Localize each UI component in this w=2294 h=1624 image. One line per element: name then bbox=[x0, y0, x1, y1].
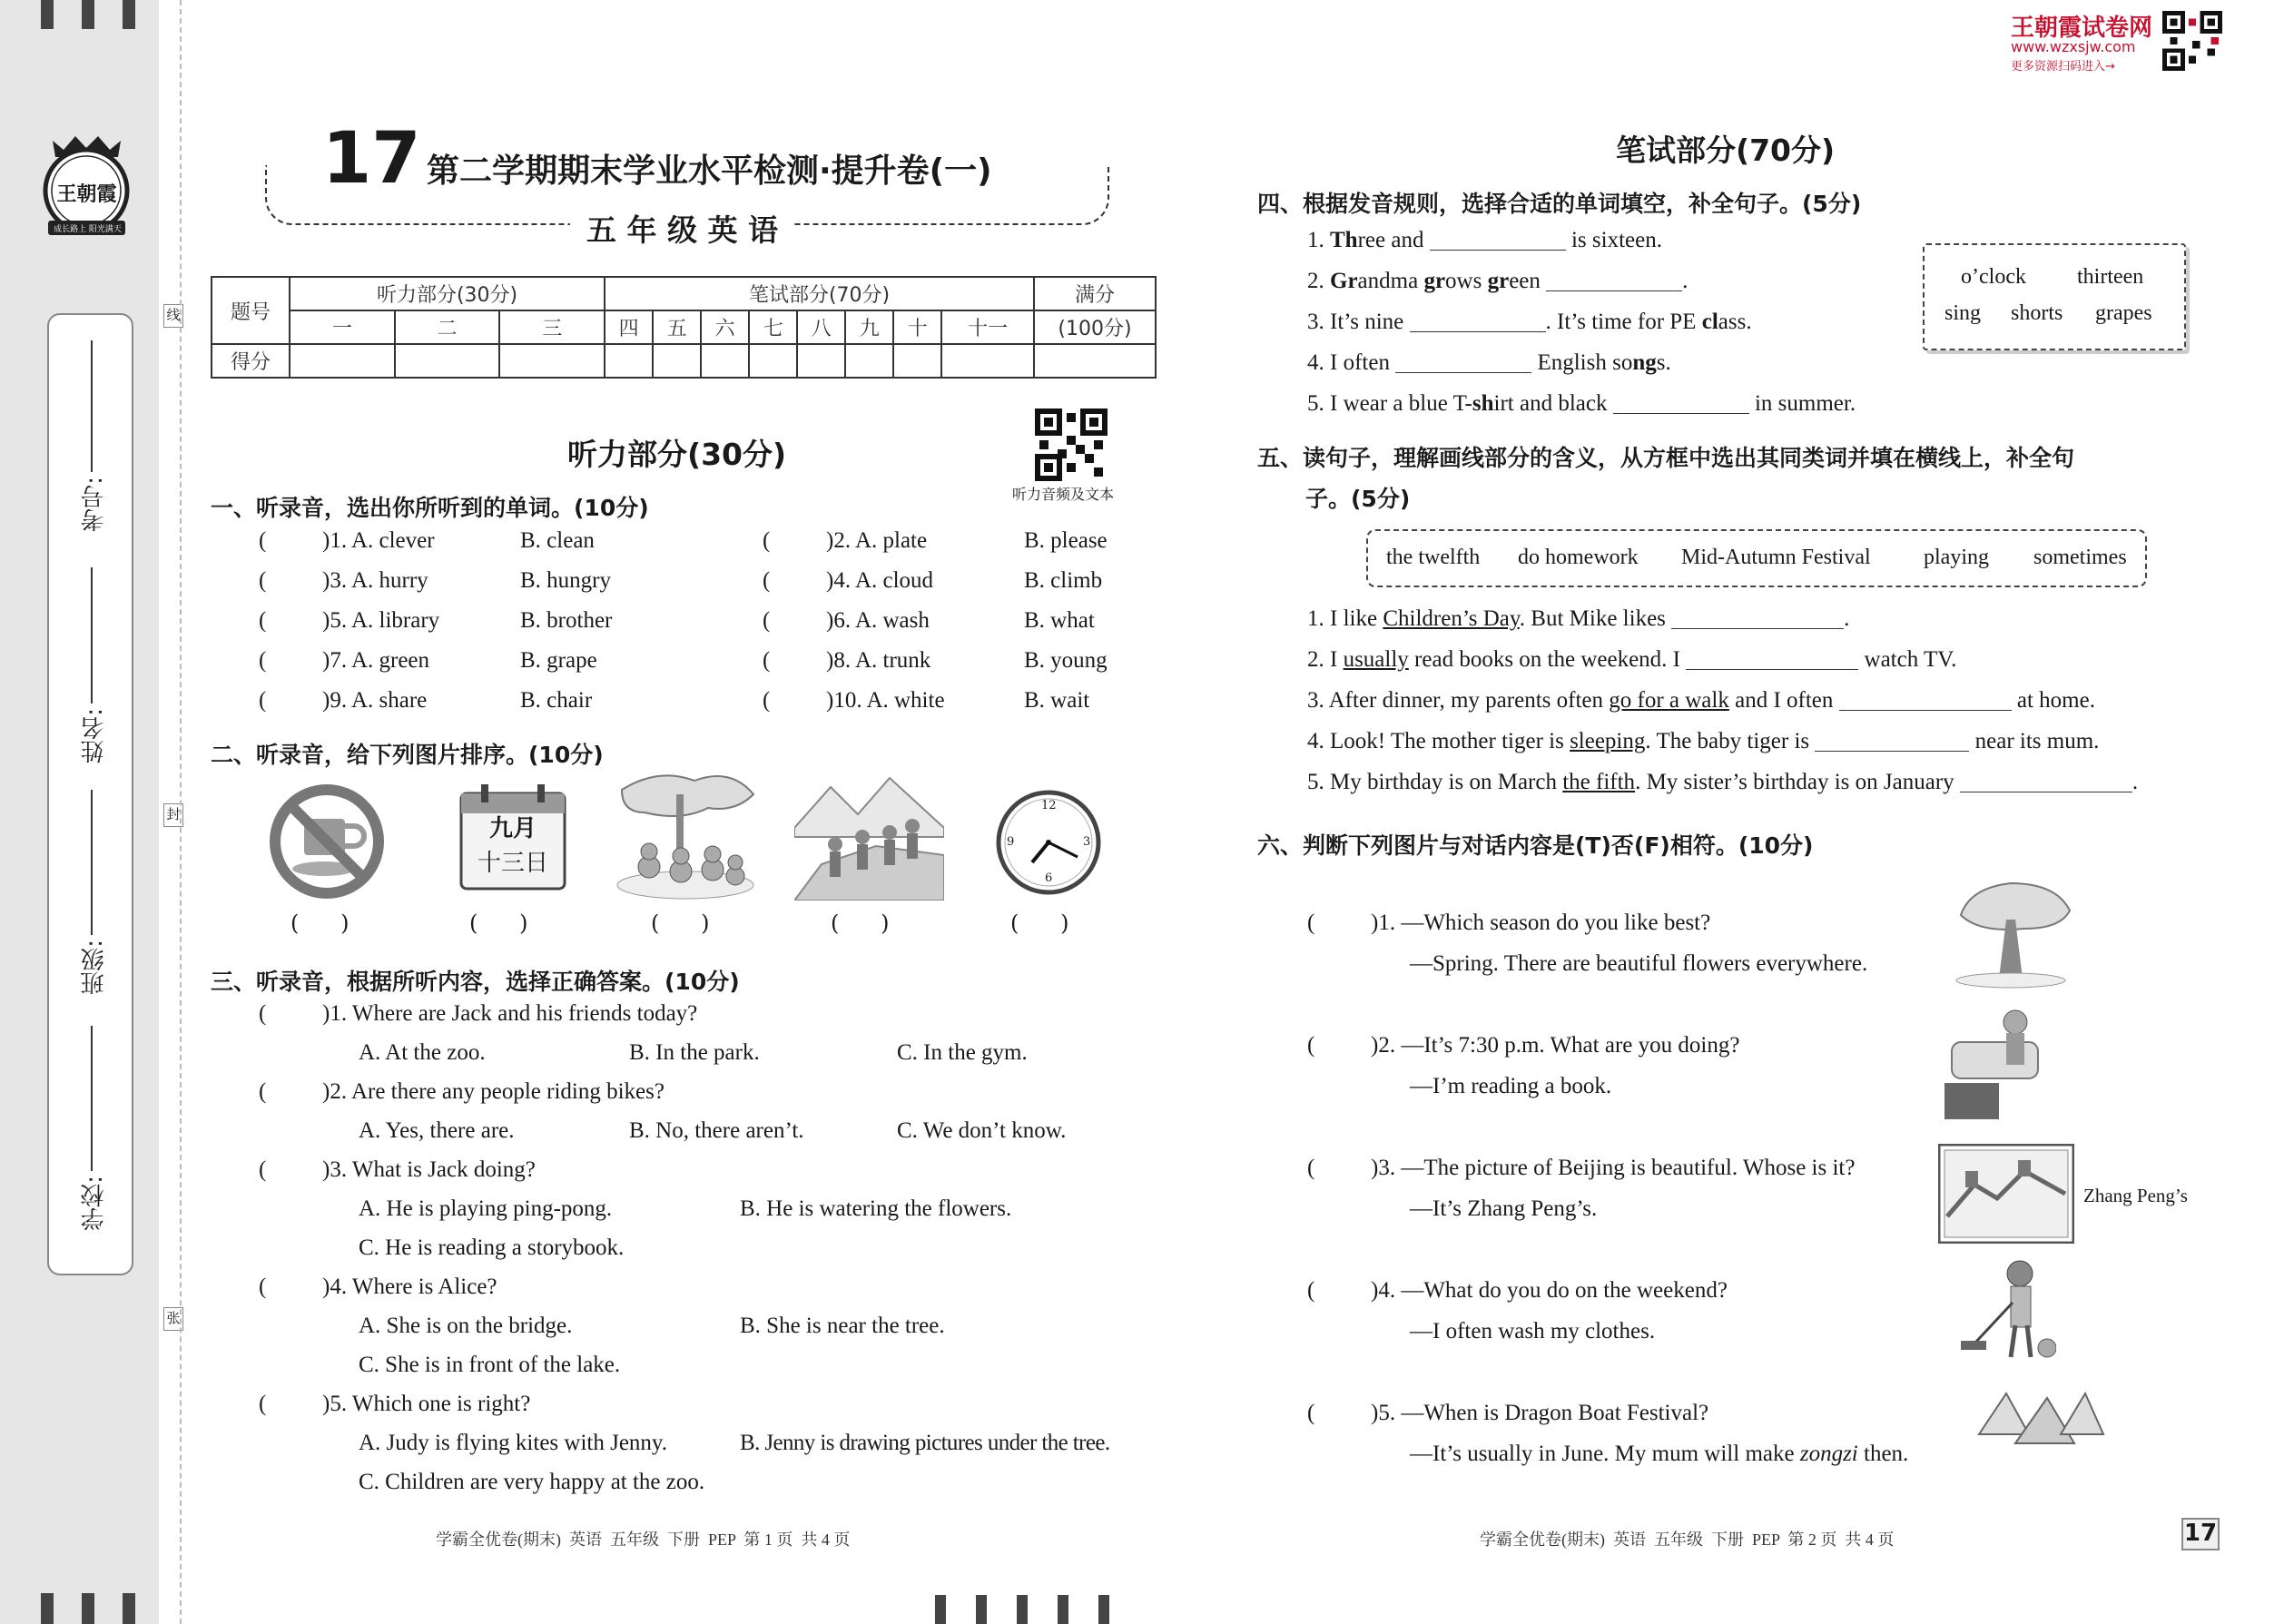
answer-paren[interactable]: ( bbox=[259, 568, 267, 593]
crop-mark bbox=[935, 1595, 946, 1624]
option-a: )4. A. cloud bbox=[826, 568, 934, 593]
word-option: the twelfth bbox=[1386, 546, 1481, 569]
option-a: )6. A. wash bbox=[826, 608, 930, 633]
section5-title: 五、读句子，理解画线部分的含义，从方框中选出其同类词并填在横线上，补全句 bbox=[1257, 445, 2075, 471]
option-a: )10. A. white bbox=[826, 688, 945, 713]
section1-list bbox=[259, 528, 1148, 728]
answer-paren[interactable]: ( bbox=[259, 1157, 267, 1182]
seal-mark-line: 线 bbox=[163, 304, 183, 328]
col-header: 六 bbox=[701, 310, 749, 344]
option-a: A. She is on the bridge. bbox=[359, 1314, 573, 1338]
word-option: sing bbox=[1944, 301, 1982, 325]
option-b: B. He is watering the flowers. bbox=[740, 1196, 1012, 1221]
section5-sentence-5: 5. My birthday is on March the fifth. My sister’s birthday is on January . bbox=[1307, 770, 2139, 794]
section4-sentence-3: 3. It’s nine . It’s time for PE class. bbox=[1307, 310, 1752, 334]
option-a: A. At the zoo. bbox=[359, 1040, 486, 1065]
option-c: C. We don’t know. bbox=[897, 1118, 1067, 1143]
option-a: )7. A. green bbox=[322, 648, 430, 673]
question: )2. Are there any people riding bikes? bbox=[322, 1079, 665, 1104]
answer-paren[interactable]: ( bbox=[1307, 1033, 1315, 1058]
score-cell[interactable] bbox=[701, 344, 749, 378]
brand-qr-code[interactable] bbox=[2162, 11, 2222, 71]
option-a: A. Yes, there are. bbox=[359, 1118, 515, 1143]
crop-mark bbox=[82, 1593, 94, 1624]
option-b: B. climb bbox=[1024, 568, 1103, 593]
tree-picture bbox=[1943, 879, 2079, 992]
section4-title: 四、根据发音规则，选择合适的单词填空，补全句子。(5分) bbox=[1257, 191, 1862, 217]
name-label: 姓名: bbox=[81, 708, 108, 763]
seal-mark-fold: 张 bbox=[163, 1307, 183, 1331]
crop-mark bbox=[1098, 1595, 1109, 1624]
word-option: grapes bbox=[2095, 301, 2152, 325]
vacuum-girl-picture bbox=[1956, 1257, 2056, 1366]
section5-sentence-1: 1. I like Children’s Day. But Mike likes . bbox=[1307, 606, 1850, 631]
dialogue-question: )2. —It’s 7:30 p.m. What are you doing? bbox=[1371, 1033, 1740, 1058]
total-value: (100分) bbox=[1034, 310, 1156, 344]
clock-3: 3 bbox=[1083, 835, 1091, 849]
answer-paren[interactable]: ( bbox=[1307, 1278, 1315, 1303]
writing-header: 笔试部分(70分) bbox=[605, 277, 1034, 310]
brand-url: www.wzxsjw.com bbox=[2011, 38, 2136, 55]
dialogue-question: )1. —Which season do you like best? bbox=[1371, 910, 1711, 935]
answer-paren[interactable]: ( bbox=[763, 648, 771, 673]
binding-margin bbox=[0, 0, 181, 1624]
crop-mark bbox=[1017, 1595, 1028, 1624]
clock-6: 6 bbox=[1045, 871, 1053, 885]
option-b: B. clean bbox=[520, 528, 595, 553]
dialogue-answer: —Spring. There are beautiful flowers everywhere. bbox=[1410, 951, 1868, 976]
word-box bbox=[1923, 243, 2186, 350]
option-b: B. chair bbox=[520, 688, 593, 713]
calendar-picture bbox=[458, 782, 567, 891]
crop-mark bbox=[41, 0, 54, 29]
crop-mark bbox=[123, 1593, 135, 1624]
footer-left: 学霸全优卷(期末) 英语 五年级 下册 PEP 第 1 页 共 4 页 bbox=[436, 1530, 851, 1549]
exam-subtitle: 五 年 级 英 语 bbox=[570, 207, 794, 250]
section4-sentence-5: 5. I wear a blue T-shirt and black in summer. bbox=[1307, 391, 1856, 416]
score-cell[interactable] bbox=[749, 344, 797, 378]
section5-title-cont: 子。(5分) bbox=[1305, 486, 1411, 512]
option-c: C. She is in front of the lake. bbox=[359, 1353, 621, 1377]
no-drink-sign-picture bbox=[268, 782, 386, 901]
seal-mark-seal: 封 bbox=[163, 803, 183, 827]
answer-blank[interactable] bbox=[1671, 609, 1844, 629]
question: )3. What is Jack doing? bbox=[322, 1157, 536, 1182]
col-header: 八 bbox=[797, 310, 845, 344]
reading-boy-picture bbox=[1943, 1006, 2052, 1119]
hiking-picture bbox=[794, 773, 944, 901]
answer-blank[interactable] bbox=[1395, 353, 1531, 373]
answer-paren[interactable]: ( bbox=[259, 688, 267, 713]
section3-title: 三、听录音，根据所听内容，选择正确答案。(10分) bbox=[211, 969, 740, 995]
publisher-logo bbox=[34, 132, 139, 241]
score-cell[interactable] bbox=[605, 344, 653, 378]
answer-paren[interactable]: ( bbox=[1307, 910, 1315, 935]
class-field[interactable] bbox=[91, 790, 93, 935]
col-header: 七 bbox=[749, 310, 797, 344]
option-b: B. hungry bbox=[520, 568, 611, 593]
name-field[interactable] bbox=[91, 567, 93, 704]
section4-sentence-2: 2. Grandma grows green . bbox=[1307, 269, 1689, 293]
option-c: C. In the gym. bbox=[897, 1040, 1028, 1065]
footer-right: 学霸全优卷(期末) 英语 五年级 下册 PEP 第 2 页 共 4 页 bbox=[1480, 1530, 1895, 1549]
answer-blank[interactable] bbox=[1839, 691, 2012, 711]
list-row bbox=[259, 608, 1148, 648]
col-header: 十一 bbox=[941, 310, 1034, 344]
order-answer-box[interactable]: ( ) bbox=[290, 910, 350, 936]
word-option: Mid-Autumn Festival bbox=[1681, 546, 1871, 569]
score-cell[interactable] bbox=[653, 344, 701, 378]
crop-mark bbox=[41, 1593, 54, 1624]
col-header: 二 bbox=[395, 310, 500, 344]
calendar-month: 九月 bbox=[488, 815, 537, 842]
dialogue-answer: —I’m reading a book. bbox=[1410, 1074, 1612, 1098]
question: )1. Where are Jack and his friends today? bbox=[322, 1001, 698, 1026]
score-cell[interactable] bbox=[1034, 344, 1156, 378]
section5-sentence-2: 2. I usually read books on the weekend. I watch TV. bbox=[1307, 647, 1957, 672]
order-answer-box[interactable]: ( ) bbox=[469, 910, 528, 936]
answer-paren[interactable]: ( bbox=[259, 528, 267, 553]
list-row bbox=[259, 568, 1148, 608]
option-b: B. grape bbox=[520, 648, 597, 673]
section2-title: 二、听录音，给下列图片排序。(10分) bbox=[211, 742, 604, 768]
class-label: 班级: bbox=[81, 940, 108, 995]
answer-paren[interactable]: ( bbox=[259, 608, 267, 633]
row-label-score: 得分 bbox=[212, 344, 290, 378]
word-option: sometimes bbox=[2033, 546, 2127, 569]
answer-paren[interactable]: ( bbox=[259, 1392, 267, 1416]
clock-9: 9 bbox=[1007, 835, 1015, 849]
answer-paren[interactable]: ( bbox=[259, 1275, 267, 1299]
section6-title: 六、判断下列图片与对话内容是(T)否(F)相符。(10分) bbox=[1257, 832, 1814, 859]
col-header: 三 bbox=[499, 310, 605, 344]
order-answer-box[interactable]: ( ) bbox=[651, 910, 710, 936]
option-a: )2. A. plate bbox=[826, 528, 928, 553]
answer-paren[interactable]: ( bbox=[763, 568, 771, 593]
option-a: A. Judy is flying kites with Jenny. bbox=[359, 1431, 668, 1455]
option-b: B. brother bbox=[520, 608, 613, 633]
answer-paren[interactable]: ( bbox=[259, 648, 267, 673]
order-answer-box[interactable]: ( ) bbox=[831, 910, 890, 936]
col-header: 四 bbox=[605, 310, 653, 344]
option-a: )8. A. trunk bbox=[826, 648, 931, 673]
answer-blank[interactable] bbox=[1430, 231, 1566, 251]
listening-header: 听力部分(30分) bbox=[290, 277, 605, 310]
crop-mark bbox=[82, 0, 94, 29]
answer-paren[interactable]: ( bbox=[259, 1079, 267, 1104]
section5-sentence-3: 3. After dinner, my parents often go for a walk and I often at home. bbox=[1307, 688, 2095, 713]
answer-paren[interactable]: ( bbox=[763, 688, 771, 713]
option-c: C. He is reading a storybook. bbox=[359, 1235, 625, 1260]
list-row bbox=[259, 648, 1148, 688]
option-b: B. please bbox=[1024, 528, 1108, 553]
word-option: do homework bbox=[1518, 546, 1639, 569]
section4-sentence-4: 4. I often English songs. bbox=[1307, 350, 1671, 375]
option-b: B. Jenny is drawing pictures under the tree. bbox=[740, 1431, 1110, 1455]
option-a: )5. A. library bbox=[322, 608, 440, 633]
dialogue-answer: —It’s Zhang Peng’s. bbox=[1410, 1196, 1598, 1221]
answer-blank[interactable] bbox=[1546, 271, 1682, 291]
brand-tagline: 更多资源扫码进入→ bbox=[2011, 60, 2115, 74]
word-option: thirteen bbox=[2077, 265, 2144, 289]
word-option: shorts bbox=[2011, 301, 2063, 325]
word-bank bbox=[1366, 529, 2147, 587]
writing-title: 笔试部分(70分) bbox=[1616, 133, 1836, 168]
answer-paren[interactable]: ( bbox=[1307, 1156, 1315, 1180]
answer-paren[interactable]: ( bbox=[259, 1001, 267, 1026]
exam-no-field[interactable] bbox=[91, 340, 93, 472]
option-b: B. She is near the tree. bbox=[740, 1314, 945, 1338]
option-b: B. No, there aren’t. bbox=[629, 1118, 804, 1143]
col-header: 五 bbox=[653, 310, 701, 344]
dialogue-answer: —I often wash my clothes. bbox=[1410, 1319, 1656, 1343]
listening-title: 听力部分(30分) bbox=[567, 437, 787, 472]
col-header: 一 bbox=[290, 310, 395, 344]
score-cell[interactable] bbox=[395, 344, 500, 378]
cut-line bbox=[180, 0, 182, 1624]
logo-subtext: 成长路上 阳光满天 bbox=[54, 225, 122, 234]
qr-code[interactable] bbox=[1035, 408, 1108, 481]
dialogue-question: )5. —When is Dragon Boat Festival? bbox=[1371, 1401, 1709, 1425]
question: )5. Which one is right? bbox=[322, 1392, 531, 1416]
col-header: 九 bbox=[845, 310, 893, 344]
score-cell[interactable] bbox=[893, 344, 941, 378]
answer-paren[interactable]: ( bbox=[763, 528, 771, 553]
qr-caption: 听力音频及文本 bbox=[1012, 486, 1115, 503]
zongzi-picture bbox=[1974, 1384, 2106, 1452]
exam-number: 17 bbox=[322, 118, 421, 200]
word-option: playing bbox=[1924, 546, 1989, 569]
answer-paren[interactable]: ( bbox=[1307, 1401, 1315, 1425]
great-wall-picture bbox=[1938, 1144, 2074, 1244]
option-b: B. In the park. bbox=[629, 1040, 760, 1065]
score-cell[interactable] bbox=[499, 344, 605, 378]
answer-blank[interactable] bbox=[1686, 650, 1858, 670]
option-b: B. what bbox=[1024, 608, 1095, 633]
clock-picture bbox=[994, 788, 1103, 897]
clock-12: 12 bbox=[1041, 799, 1057, 812]
crop-mark bbox=[1058, 1595, 1068, 1624]
section1-title: 一、听录音，选出你所听到的单词。(10分) bbox=[211, 495, 649, 521]
score-cell[interactable] bbox=[797, 344, 845, 378]
monkeys-picture bbox=[613, 772, 758, 903]
option-a: )3. A. hurry bbox=[322, 568, 428, 593]
crop-mark bbox=[123, 0, 135, 29]
row-label-question: 题号 bbox=[212, 277, 290, 344]
calendar-day: 十三日 bbox=[477, 850, 548, 877]
answer-blank[interactable] bbox=[1815, 732, 1969, 752]
question: )4. Where is Alice? bbox=[322, 1275, 497, 1299]
answer-blank[interactable] bbox=[1410, 312, 1546, 332]
score-cell[interactable] bbox=[845, 344, 893, 378]
order-answer-box[interactable]: ( ) bbox=[1010, 910, 1069, 936]
answer-blank[interactable] bbox=[1613, 394, 1749, 414]
answer-blank[interactable] bbox=[1960, 773, 2132, 792]
option-a: A. He is playing ping-pong. bbox=[359, 1196, 613, 1221]
total-header: 满分 bbox=[1034, 277, 1156, 310]
logo-text: 王朝霞 bbox=[56, 183, 117, 206]
brand-name: 王朝霞试卷网 bbox=[2011, 15, 2153, 42]
answer-paren[interactable]: ( bbox=[763, 608, 771, 633]
col-header: 十 bbox=[893, 310, 941, 344]
section4-sentence-1: 1. Three and is sixteen. bbox=[1307, 228, 1662, 252]
crop-mark bbox=[976, 1595, 987, 1624]
page-badge: 17 bbox=[2181, 1518, 2220, 1550]
option-a: )9. A. share bbox=[322, 688, 428, 713]
score-table bbox=[211, 276, 1157, 379]
dialogue-question: )4. —What do you do on the weekend? bbox=[1371, 1278, 1728, 1303]
school-field[interactable] bbox=[91, 1026, 93, 1171]
exam-no-label: 考号: bbox=[81, 477, 108, 532]
option-b: B. young bbox=[1024, 648, 1108, 673]
section5-sentence-4: 4. Look! The mother tiger is sleeping. The baby tiger is near its mum. bbox=[1307, 729, 2100, 753]
score-cell[interactable] bbox=[290, 344, 395, 378]
score-cell[interactable] bbox=[941, 344, 1034, 378]
list-row bbox=[259, 688, 1148, 728]
option-a: )1. A. clever bbox=[322, 528, 435, 553]
list-row bbox=[259, 528, 1148, 568]
option-c: C. Children are very happy at the zoo. bbox=[359, 1470, 705, 1494]
dialogue-question: )3. —The picture of Beijing is beautiful. Whose is it? bbox=[1371, 1156, 1856, 1180]
word-option: o’clock bbox=[1961, 265, 2026, 289]
picture-caption: Zhang Peng’s bbox=[2083, 1185, 2188, 1206]
exam-title: 第二学期期末学业水平检测·提升卷(一) bbox=[427, 153, 992, 190]
option-b: B. wait bbox=[1024, 688, 1090, 713]
dialogue-answer: —It’s usually in June. My mum will make zongzi then. bbox=[1410, 1442, 1909, 1466]
school-label: 学校: bbox=[81, 1176, 108, 1231]
